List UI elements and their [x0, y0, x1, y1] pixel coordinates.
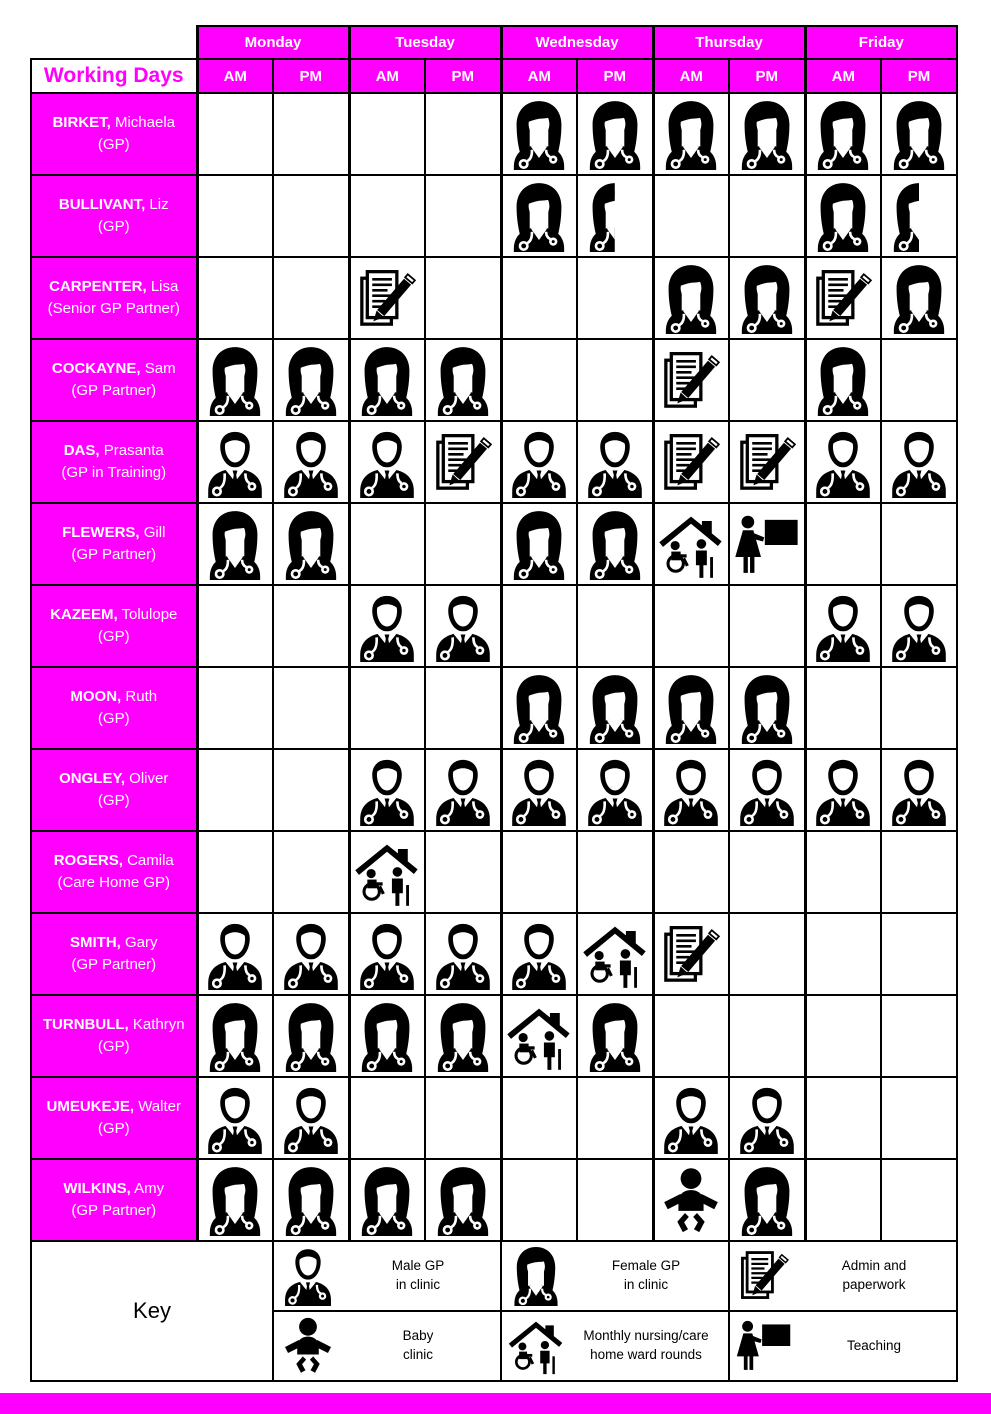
slot-female-gp [425, 995, 501, 1077]
slot-female-gp [729, 667, 805, 749]
slot-empty [577, 1159, 653, 1241]
male-gp-icon [278, 1246, 338, 1306]
slot-empty [577, 1077, 653, 1159]
slot-empty [501, 339, 577, 421]
slot-empty [805, 503, 881, 585]
slot-empty [273, 585, 349, 667]
slot-empty [805, 995, 881, 1077]
slot-male-gp [881, 585, 957, 667]
slot-empty [729, 995, 805, 1077]
slot-male-gp [425, 749, 501, 831]
slot-female-gp [729, 93, 805, 175]
key-entry-male-gp [273, 1241, 501, 1311]
slot-empty [501, 1077, 577, 1159]
doctor-name-cell: WILKINS, Amy (GP Partner) [31, 1159, 197, 1241]
day-header-row [31, 26, 957, 59]
slot-empty [425, 503, 501, 585]
slot-male-gp [501, 421, 577, 503]
male-gp-icon [580, 428, 650, 498]
care-home-icon [506, 1316, 566, 1376]
slot-female-gp [881, 257, 957, 339]
key-entry-teaching [729, 1311, 957, 1381]
slot-male-gp [273, 1077, 349, 1159]
male-gp-icon [428, 756, 498, 826]
slot-empty [349, 1077, 425, 1159]
slot-male-gp [805, 585, 881, 667]
slot-empty [501, 831, 577, 913]
slot-male-gp [273, 913, 349, 995]
admin-icon [352, 264, 422, 334]
slot-empty [881, 995, 957, 1077]
slot-empty [729, 831, 805, 913]
day-header-friday: Friday [805, 26, 957, 59]
slot-male-gp [577, 749, 653, 831]
male-gp-icon [656, 1084, 726, 1154]
male-gp-icon [352, 592, 422, 662]
doctor-row [31, 93, 957, 175]
slot-female-gp [729, 1159, 805, 1241]
slot-male-gp [197, 1077, 273, 1159]
slot-care-home [501, 995, 577, 1077]
slot-female-gp [273, 1159, 349, 1241]
baby-clinic-icon [656, 1166, 726, 1236]
female-gp-icon [276, 1166, 346, 1236]
slot-teaching [729, 503, 805, 585]
slot-empty [197, 175, 273, 257]
admin-icon [656, 920, 726, 990]
slot-male-gp [425, 585, 501, 667]
slot-empty [805, 1159, 881, 1241]
slot-female-gp [273, 995, 349, 1077]
slot-female-gp [653, 667, 729, 749]
admin-icon [428, 428, 498, 498]
slot-female-gp-half [881, 175, 957, 257]
slot-empty [349, 503, 425, 585]
slot-female-gp [805, 93, 881, 175]
female-gp-icon [656, 674, 726, 744]
slot-female-gp [501, 667, 577, 749]
slot-empty [273, 667, 349, 749]
slot-female-gp [653, 93, 729, 175]
doctor-name-cell: ROGERS, Camila (Care Home GP) [31, 831, 197, 913]
doctor-row [31, 339, 957, 421]
doctor-name-cell: UMEUKEJE, Walter (GP) [31, 1077, 197, 1159]
slot-male-gp [729, 1077, 805, 1159]
slot-empty [653, 831, 729, 913]
working-days-label: Working Days [31, 59, 197, 93]
female-gp-icon [428, 1166, 498, 1236]
male-gp-icon [200, 920, 270, 990]
slot-male-gp [653, 1077, 729, 1159]
slot-male-gp [805, 421, 881, 503]
slot-female-gp-half [577, 175, 653, 257]
key-entry-label: Teaching [846, 1337, 902, 1353]
slot-empty [881, 831, 957, 913]
female-gp-icon [884, 264, 954, 334]
slot-empty [805, 1077, 881, 1159]
slot-empty [349, 667, 425, 749]
slot-male-gp [881, 421, 957, 503]
slot-female-gp [577, 93, 653, 175]
slot-male-gp [425, 913, 501, 995]
pm-header-wednesday: PM [577, 59, 653, 93]
female-gp-icon [580, 100, 650, 170]
am-header-tuesday: AM [349, 59, 425, 93]
slot-care-home [349, 831, 425, 913]
slot-admin [729, 421, 805, 503]
male-gp-icon [200, 428, 270, 498]
female-gp-icon [200, 510, 270, 580]
slot-male-gp [349, 913, 425, 995]
female-gp-icon [200, 346, 270, 416]
slot-empty [653, 175, 729, 257]
slot-female-gp [577, 503, 653, 585]
slot-male-gp [729, 749, 805, 831]
female-gp-icon [200, 1166, 270, 1236]
female-gp-icon [504, 182, 574, 252]
doctor-name-cell: BIRKET, Michaela (GP) [31, 93, 197, 175]
admin-icon [656, 428, 726, 498]
male-gp-icon [504, 428, 574, 498]
slot-empty [425, 1077, 501, 1159]
key-icon-box [274, 1316, 342, 1376]
female-gp-icon [276, 510, 346, 580]
slot-male-gp [653, 749, 729, 831]
key-entry-label: Male GP in clinic [391, 1258, 445, 1292]
slot-female-gp [349, 995, 425, 1077]
care-home-icon [352, 838, 422, 908]
male-gp-icon [656, 756, 726, 826]
slot-empty [501, 1159, 577, 1241]
slot-empty [273, 831, 349, 913]
male-gp-icon [428, 920, 498, 990]
slot-admin [425, 421, 501, 503]
doctor-name-cell: ONGLEY, Oliver (GP) [31, 749, 197, 831]
am-header-friday: AM [805, 59, 881, 93]
doctor-row [31, 175, 957, 257]
slot-empty [729, 913, 805, 995]
doctor-row [31, 831, 957, 913]
female-gp-icon [656, 100, 726, 170]
female-gp-icon [428, 1002, 498, 1072]
female-gp-icon [732, 100, 802, 170]
slot-female-gp [501, 93, 577, 175]
slot-admin [653, 339, 729, 421]
slot-empty [425, 93, 501, 175]
female-gp-icon [732, 1166, 802, 1236]
male-gp-icon [276, 1084, 346, 1154]
slot-empty [729, 339, 805, 421]
slot-empty [881, 1077, 957, 1159]
female-gp-icon [352, 1166, 422, 1236]
female-gp-icon [506, 1246, 566, 1306]
female-gp-icon [352, 346, 422, 416]
slot-female-gp [805, 175, 881, 257]
slot-male-gp [349, 749, 425, 831]
slot-empty [197, 749, 273, 831]
slot-admin [805, 257, 881, 339]
female-gp-icon [580, 674, 650, 744]
slot-empty [805, 831, 881, 913]
key-entry-female-gp [501, 1241, 729, 1311]
pm-header-friday: PM [881, 59, 957, 93]
male-gp-icon [732, 1084, 802, 1154]
slot-male-gp [349, 585, 425, 667]
slot-male-gp [273, 421, 349, 503]
slot-empty [197, 667, 273, 749]
slot-empty [653, 585, 729, 667]
slot-admin [653, 913, 729, 995]
male-gp-icon [732, 756, 802, 826]
male-gp-icon [352, 756, 422, 826]
female-gp-icon [884, 100, 954, 170]
slot-empty [425, 667, 501, 749]
female-gp-half-icon [580, 182, 650, 252]
slot-empty [805, 913, 881, 995]
slot-male-gp [349, 421, 425, 503]
slot-empty [577, 585, 653, 667]
slot-female-gp [729, 257, 805, 339]
slot-empty [197, 93, 273, 175]
doctor-row [31, 1159, 957, 1241]
doctor-name-cell: MOON, Ruth (GP) [31, 667, 197, 749]
female-gp-icon [352, 1002, 422, 1072]
female-gp-icon [808, 100, 878, 170]
doctor-row [31, 585, 957, 667]
slot-admin [653, 421, 729, 503]
pm-header-monday: PM [273, 59, 349, 93]
male-gp-icon [352, 920, 422, 990]
female-gp-icon [732, 674, 802, 744]
doctor-name-cell: KAZEEM, Tolulope (GP) [31, 585, 197, 667]
male-gp-icon [580, 756, 650, 826]
slot-female-gp [805, 339, 881, 421]
female-gp-icon [808, 346, 878, 416]
slot-female-gp [273, 339, 349, 421]
admin-icon [732, 428, 802, 498]
doctor-name-cell: FLEWERS, Gill (GP Partner) [31, 503, 197, 585]
male-gp-icon [200, 1084, 270, 1154]
am-header-wednesday: AM [501, 59, 577, 93]
admin-icon [734, 1246, 794, 1306]
doctor-row [31, 749, 957, 831]
slot-male-gp [197, 421, 273, 503]
slot-female-gp [197, 339, 273, 421]
slot-male-gp [501, 913, 577, 995]
slot-empty [577, 257, 653, 339]
key-entry-admin [729, 1241, 957, 1311]
female-gp-icon [656, 264, 726, 334]
doctor-row [31, 1077, 957, 1159]
doctor-row [31, 913, 957, 995]
slot-empty [577, 339, 653, 421]
slot-care-home [577, 913, 653, 995]
bottom-accent-bar [0, 1393, 991, 1414]
male-gp-icon [884, 756, 954, 826]
female-gp-icon [580, 510, 650, 580]
female-gp-half-icon [884, 182, 954, 252]
slot-female-gp [881, 93, 957, 175]
baby-clinic-icon [278, 1316, 338, 1376]
doctor-name-cell: CARPENTER, Lisa (Senior GP Partner) [31, 257, 197, 339]
key-entry-label: Admin and paperwork [841, 1258, 907, 1292]
ampm-header-row [31, 59, 957, 93]
male-gp-icon [884, 592, 954, 662]
female-gp-icon [504, 100, 574, 170]
slot-female-gp [501, 175, 577, 257]
slot-female-gp [577, 667, 653, 749]
slot-empty [425, 175, 501, 257]
slot-female-gp [273, 503, 349, 585]
slot-empty [653, 995, 729, 1077]
schedule-body [31, 93, 957, 1241]
pm-header-thursday: PM [729, 59, 805, 93]
slot-empty [273, 257, 349, 339]
male-gp-icon [884, 428, 954, 498]
slot-female-gp [577, 995, 653, 1077]
slot-empty [881, 913, 957, 995]
female-gp-icon [580, 1002, 650, 1072]
key-icon-box [502, 1316, 570, 1376]
key-entry-label: Baby clinic [402, 1328, 434, 1362]
female-gp-icon [504, 510, 574, 580]
key-icon-box [730, 1246, 798, 1306]
key-icon-box [274, 1246, 342, 1306]
key-table [30, 1240, 958, 1382]
slot-female-gp [197, 1159, 273, 1241]
rota-document [30, 25, 958, 1382]
slot-empty [349, 93, 425, 175]
male-gp-icon [276, 920, 346, 990]
doctor-name-cell: BULLIVANT, Liz (GP) [31, 175, 197, 257]
key-entry-label: Female GP in clinic [611, 1258, 681, 1292]
slot-empty [197, 831, 273, 913]
slot-empty [577, 831, 653, 913]
slot-admin [349, 257, 425, 339]
male-gp-icon [808, 592, 878, 662]
key-icon-box [730, 1316, 798, 1376]
female-gp-icon [504, 674, 574, 744]
day-header-wednesday: Wednesday [501, 26, 653, 59]
teaching-icon [734, 1316, 794, 1376]
slot-empty [425, 831, 501, 913]
slot-male-gp [501, 749, 577, 831]
doctor-row [31, 667, 957, 749]
slot-empty [881, 339, 957, 421]
slot-empty [501, 585, 577, 667]
doctor-name-cell: SMITH, Gary (GP Partner) [31, 913, 197, 995]
slot-empty [349, 175, 425, 257]
male-gp-icon [428, 592, 498, 662]
female-gp-icon [276, 346, 346, 416]
slot-care-home [653, 503, 729, 585]
slot-female-gp [653, 257, 729, 339]
slot-female-gp [349, 1159, 425, 1241]
female-gp-icon [200, 1002, 270, 1072]
key-label: Key [31, 1241, 273, 1381]
slot-male-gp [197, 913, 273, 995]
doctor-name-cell: DAS, Prasanta (GP in Training) [31, 421, 197, 503]
slot-empty [501, 257, 577, 339]
slot-female-gp [349, 339, 425, 421]
key-entry-label: Monthly nursing/care home ward rounds [583, 1328, 709, 1362]
female-gp-icon [732, 264, 802, 334]
slot-female-gp [501, 503, 577, 585]
slot-empty [729, 175, 805, 257]
female-gp-icon [808, 182, 878, 252]
admin-icon [808, 264, 878, 334]
slot-male-gp [577, 421, 653, 503]
am-header-thursday: AM [653, 59, 729, 93]
slot-female-gp [197, 503, 273, 585]
doctor-row [31, 421, 957, 503]
slot-empty [729, 585, 805, 667]
teaching-icon [732, 510, 802, 580]
slot-empty [197, 585, 273, 667]
pm-header-tuesday: PM [425, 59, 501, 93]
slot-female-gp [425, 1159, 501, 1241]
slot-empty [425, 257, 501, 339]
day-header-monday: Monday [197, 26, 349, 59]
slot-empty [881, 503, 957, 585]
male-gp-icon [808, 428, 878, 498]
doctor-name-cell: COCKAYNE, Sam (GP Partner) [31, 339, 197, 421]
slot-baby-clinic [653, 1159, 729, 1241]
slot-female-gp [197, 995, 273, 1077]
slot-empty [273, 749, 349, 831]
slot-male-gp [881, 749, 957, 831]
day-header-thursday: Thursday [653, 26, 805, 59]
slot-empty [881, 1159, 957, 1241]
female-gp-icon [276, 1002, 346, 1072]
key-icon-box [502, 1246, 570, 1306]
slot-female-gp [425, 339, 501, 421]
care-home-icon [656, 510, 726, 580]
male-gp-icon [808, 756, 878, 826]
am-header-monday: AM [197, 59, 273, 93]
slot-empty [273, 93, 349, 175]
doctor-row [31, 995, 957, 1077]
slot-empty [197, 257, 273, 339]
slot-empty [805, 667, 881, 749]
slot-male-gp [805, 749, 881, 831]
male-gp-icon [276, 428, 346, 498]
care-home-icon [580, 920, 650, 990]
key-entry-care-home [501, 1311, 729, 1381]
doctor-name-cell: TURNBULL, Kathryn (GP) [31, 995, 197, 1077]
slot-empty [273, 175, 349, 257]
doctor-row [31, 257, 957, 339]
key-entry-baby-clinic [273, 1311, 501, 1381]
corner-blank [31, 26, 197, 59]
care-home-icon [504, 1002, 574, 1072]
admin-icon [656, 346, 726, 416]
doctor-row [31, 503, 957, 585]
day-header-tuesday: Tuesday [349, 26, 501, 59]
male-gp-icon [504, 756, 574, 826]
male-gp-icon [352, 428, 422, 498]
schedule-table [30, 25, 958, 1242]
female-gp-icon [428, 346, 498, 416]
slot-empty [881, 667, 957, 749]
male-gp-icon [504, 920, 574, 990]
